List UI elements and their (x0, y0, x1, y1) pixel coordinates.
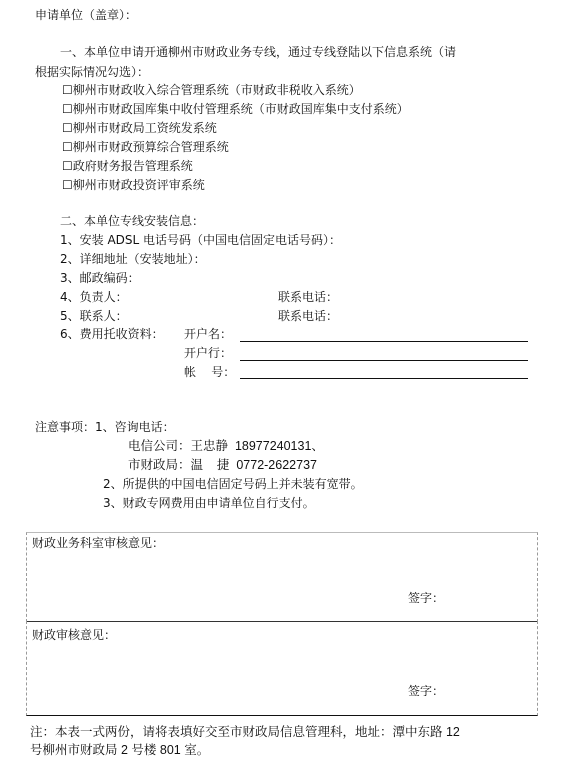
section2-title: 二、本单位专线安装信息： (60, 214, 205, 228)
system-option-label: 柳州市财政投资评审系统 (72, 178, 205, 192)
manager-phone-label: 联系电话： (278, 290, 339, 304)
system-option[interactable] (62, 177, 205, 193)
system-option-label: 柳州市财政局工资统发系统 (72, 121, 217, 135)
address-label: 2、详细地址（安装地址）： (60, 252, 206, 266)
contact-label: 5、联系人： (60, 309, 128, 323)
account-name-label: 开户名： (184, 327, 233, 341)
section1-intro-line1: 一、本单位申请开通柳州市财政业务专线，通过专线登陆以下信息系统（请 (60, 45, 457, 59)
account-number-field[interactable] (240, 378, 528, 379)
section1-intro-line2: 根据实际情况勾选）： (35, 65, 150, 79)
system-option[interactable] (62, 139, 229, 155)
system-option-label: 柳州市财政国库集中收付管理系统（市财政国库集中支付系统） (72, 102, 409, 116)
checkbox-icon[interactable]: ☐ (62, 121, 73, 135)
system-option-label: 柳州市财政收入综合管理系统（市财政非税收入系统） (72, 83, 361, 97)
account-name-field[interactable] (240, 341, 528, 342)
note-fees: 3、财政专网费用由申请单位自行支付。 (103, 496, 315, 510)
note-broadband: 2、所提供的中国电信固定号码上并未装有宽带。 (103, 477, 363, 491)
bank-field[interactable] (240, 360, 528, 361)
system-option[interactable] (62, 101, 409, 117)
notes-label: 注意事项：1、咨询电话： (35, 420, 175, 434)
telecom-contact: 电信公司：王忠静 18977240131、 (128, 439, 324, 453)
system-option-label: 政府财务报告管理系统 (72, 159, 193, 173)
account-number-label: 帐 号： (184, 365, 236, 379)
system-option[interactable] (62, 158, 193, 174)
dept-opinion-label: 财政业务科室审核意见： (32, 536, 165, 550)
footer-note-line1: 注：本表一式两份，请将表填好交至市财政局信息管理科，地址：潭中东路 12 (30, 725, 460, 739)
checkbox-icon[interactable]: ☐ (62, 178, 73, 192)
finance-opinion-label: 财政审核意见： (32, 628, 117, 642)
applicant-label: 申请单位（盖章）： (35, 8, 138, 22)
system-option[interactable] (62, 120, 217, 136)
checkbox-icon[interactable]: ☐ (62, 159, 73, 173)
checkbox-icon[interactable]: ☐ (62, 83, 73, 97)
finance-bureau-contact: 市财政局：温 捷 0772-2622737 (128, 458, 317, 472)
checkbox-icon[interactable]: ☐ (62, 102, 73, 116)
billing-info-label: 6、费用托收资料： (60, 327, 164, 341)
system-option-label: 柳州市财政预算综合管理系统 (72, 140, 229, 154)
system-option[interactable] (62, 82, 361, 98)
contact-phone-label: 联系电话： (278, 309, 339, 323)
finance-signature-label: 签字： (408, 684, 445, 698)
postcode-label: 3、邮政编码： (60, 271, 140, 285)
checkbox-icon[interactable]: ☐ (62, 140, 73, 154)
manager-label: 4、负责人： (60, 290, 128, 304)
adsl-number-label: 1、安装 ADSL 电话号码（中国电信固定电话号码）： (60, 233, 342, 247)
footer-note-line2: 号柳州市财政局 2 号楼 801 室。 (30, 743, 210, 757)
bank-label: 开户行： (184, 346, 233, 360)
dept-signature-label: 签字： (408, 591, 445, 605)
